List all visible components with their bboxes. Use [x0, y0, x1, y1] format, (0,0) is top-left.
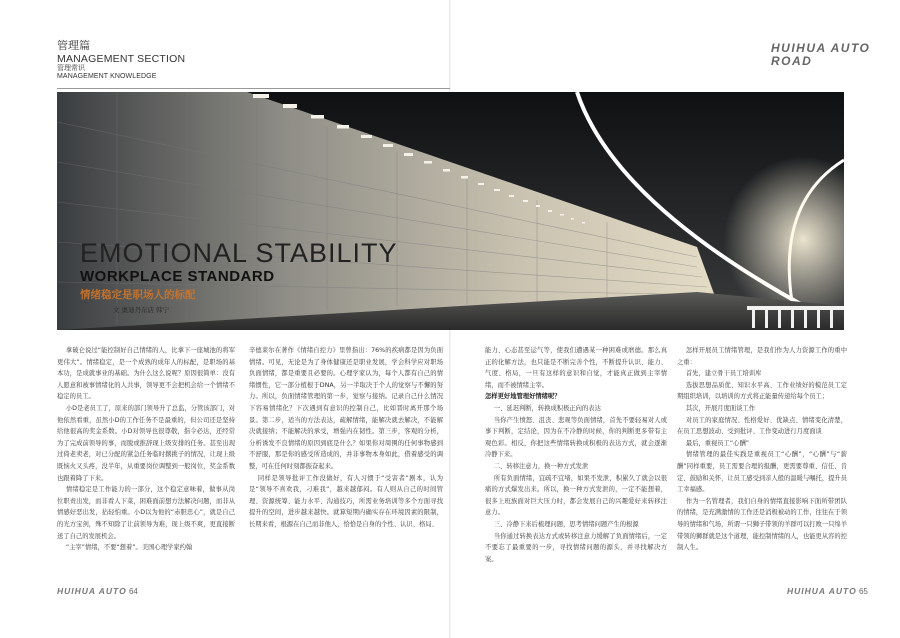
footer-left — [57, 587, 138, 596]
brand-line-1: HUIHUA AUTO — [771, 41, 871, 55]
paragraph: 作为一名管理者，我们自身的情绪直接影响下面所带团队的情绪，是充满激情的工作还是消极被动的工作，往往在于领导的情绪和气场，所谓一只狮子带领的羊群可以打败一只绵羊带领的狮群就是这个道理，能控制情绪的人，也能更从容的控制人生。 — [677, 497, 848, 552]
knowledge-cn: 管理常识 — [57, 64, 85, 72]
brand-line-2: ROAD — [771, 53, 813, 68]
subheading: 二、转移注意力，换一种方式发泄 — [493, 462, 589, 470]
body-column-1 — [57, 345, 235, 554]
header-rule — [57, 88, 450, 89]
footer-logo: HUIHUA AUTO — [57, 586, 127, 596]
paragraph: 情绪稳定是工作能力的一部分，这个稳定意味着，做事从岗位职责出发，而非看人下菜，困难面前想方法解决问题，而非从情感好恶出发，拈轻怕重。小D以为他的“赤胆忠心”，就是自己的光方宝剑，殊不知除了让前领导为难，现上级不爽，更直接断送了自己的发展机会。 — [57, 486, 235, 540]
subheading: 最后，重视员工“心酬” — [685, 439, 750, 447]
paragraph: 对员工的家庭情况、性格爱好、优缺点、情绪变化清楚，在员工思想波动、受到批评、工作变动进行月度面谈 — [677, 416, 847, 436]
subheading: 一、延迟判断，转换成积极正向的表达 — [493, 404, 601, 412]
knowledge-en: MANAGEMENT KNOWLEDGE — [57, 72, 157, 80]
title-cn: 情绪稳定是职场人的标配 — [80, 289, 196, 301]
body-column-4 — [677, 345, 847, 554]
paragraph: 小D是老员工了，原来的部门领导升了总监，分管该部门，对他依然看重，虽然小D的工作任务不是最重的，但公司还是坚持给他很高的奖金系数。小D对领导也很尊敬，指令必达，还经常为了完成前领导的事，而脱或推辞现上级安排的任务。甚至出现过倚老卖老，对已分配的紧急任务临时撂挑子的情况，让现上级既恼火又头疼，没半年，从重要岗位调整到一般岗位，奖金系数也跟着降了下来。 — [57, 404, 235, 482]
paragraph: 选拔思想品质优、知识水平高、工作业绩好的模范员工定期组织培训，以培训的方式将正能量传递给每个员工； — [677, 381, 847, 401]
title-en-sub: WORKPLACE STANDARD — [80, 268, 275, 285]
subheading: 其次，开展月度面谈工作 — [685, 404, 756, 412]
paragraph: 当你通过转换表达方式或转移注意力缓解了负面情绪后，一定不要忘了最重要的一步，寻找情绪问题的源头，并寻找解决方案。 — [485, 532, 667, 563]
page-number-right: 65 — [858, 587, 868, 596]
paragraph: 所有负面情绪，宜疏不宜堵，如果不发泄，积累久了就会以很痛的方式爆发出来。所以，换一种方式发泄的，一定不能想着，很多上班族面对巨大压力时，都会发展自己的兴趣爱好来转移注意力。 — [485, 474, 667, 517]
paragraph: 辛德莱尔在著作《情绪自控力》里曾指出：76%的疾病都是因为负面情绪。可见，无论是为了身体健康还是职业发展，学会科学应对职场负面情绪，都是重要且必要的。心理学家认为，每个人都有自己的情绪惯性，它一部分植根于DNA，另一半取决于个人的觉察与不懈的努力。所以，负面情绪管理的第一步，觉察与接纳。记录自己什么情况下容易情绪化？下次遇到有意识的控制自己，比如晋时离开那个场景。第二步，适当的方法表达，疏解情绪，能解决就去解决，不能解决就接纳；不能解决的承受，增强内在韧性。第三步，客观的分析，分析诱发不良情绪的原因到底是什么？如果你对周围的任何事物感到不舒服，那是你的感受所造成的，并非事物本身如此，借着感受的调整，可在任何时刻都振奋起来。 — [249, 347, 443, 470]
section-en: MANAGEMENT SECTION — [57, 52, 186, 65]
body-column-2 — [249, 345, 443, 531]
footer-logo: HUIHUA AUTO — [787, 586, 857, 596]
section-header — [57, 40, 185, 81]
paragraph: 同样是领导批评工作没做好，有人习惯于“受害者”剧本，认为是“领导不喜欢我，刁难我”，越来越郁闷。有人则从自己的时间管理、资源统筹、能力水平、沟通技巧，所需业务培训等多个方面寻找提升的空间，进步越来越快。就算短期内确实存在环境因素的限制，长期来看，根源在自己而非他人，恰恰是自身的个性、认识、格局、 — [249, 474, 443, 528]
paragraph: 当你产生愤怒、沮丧、悲观等负面情绪，首先不要轻易对人或事下判断，定结论，因为在不冷静的时候，你的判断更多带有主观色彩。相反，你把这些情绪转换成积极的表达方式，就会逐渐冷静下来。 — [485, 416, 667, 459]
subheading: 三、冷静下来后梳理问题，思考情绪问题产生的根源 — [493, 520, 639, 528]
paragraph: 能力、心态甚至运气等，使我们遭遇某一种困难或磨德。那么真正的化解方法，也只能是不断完善个性，不断提升认识、能力、气度、格局，一旦有这样的意识和自觉，才能真正做到主宰情绪，而不被情绪主宰。 — [485, 347, 667, 389]
footer-right — [787, 587, 868, 596]
page-number-left: 64 — [128, 587, 138, 596]
body-column-3 — [485, 345, 667, 565]
subheading: 首先，建立骨干员工培训库 — [685, 370, 762, 378]
paragraph: 怎样开展员工情绪管理，是我们作为人力资源工作的重中之重： — [677, 347, 847, 366]
paragraph: 情绪管理的最佳实践是重视员工“心酬”，“心酬”与“薪酬”同样重要，员工需要合理的报酬，更需要尊重、信任、肯定、鼓励和关怀，让员工感受到亲人般的温暖与嘱托，提升员工幸福感。 — [677, 451, 848, 494]
section-cn: 管理篇 — [57, 40, 90, 52]
byline: 文 奥迪丹东店 韩宁 — [113, 306, 170, 314]
brand-logo-top — [771, 42, 870, 67]
paragraph: “主宰”情绪，不要“想着”。美国心理学家约翰 — [65, 544, 193, 552]
paragraph: 拿破仑说过“能控制好自己情绪的人，比拿下一座城池的将军更伟大”。情绪稳定，是一个成熟的成年人的标配，是职场的基本功，是成就事业的基础。为什么这么说呢？原因很简单：没有人愿意和被事情绪化的人共事，领导更不会把机会给一个情绪不稳定的员工。 — [57, 347, 235, 401]
title-en-main: EMOTIONAL STABILITY — [80, 238, 398, 268]
section-heading: 怎样更好地管理好情绪呢？ — [485, 393, 561, 401]
